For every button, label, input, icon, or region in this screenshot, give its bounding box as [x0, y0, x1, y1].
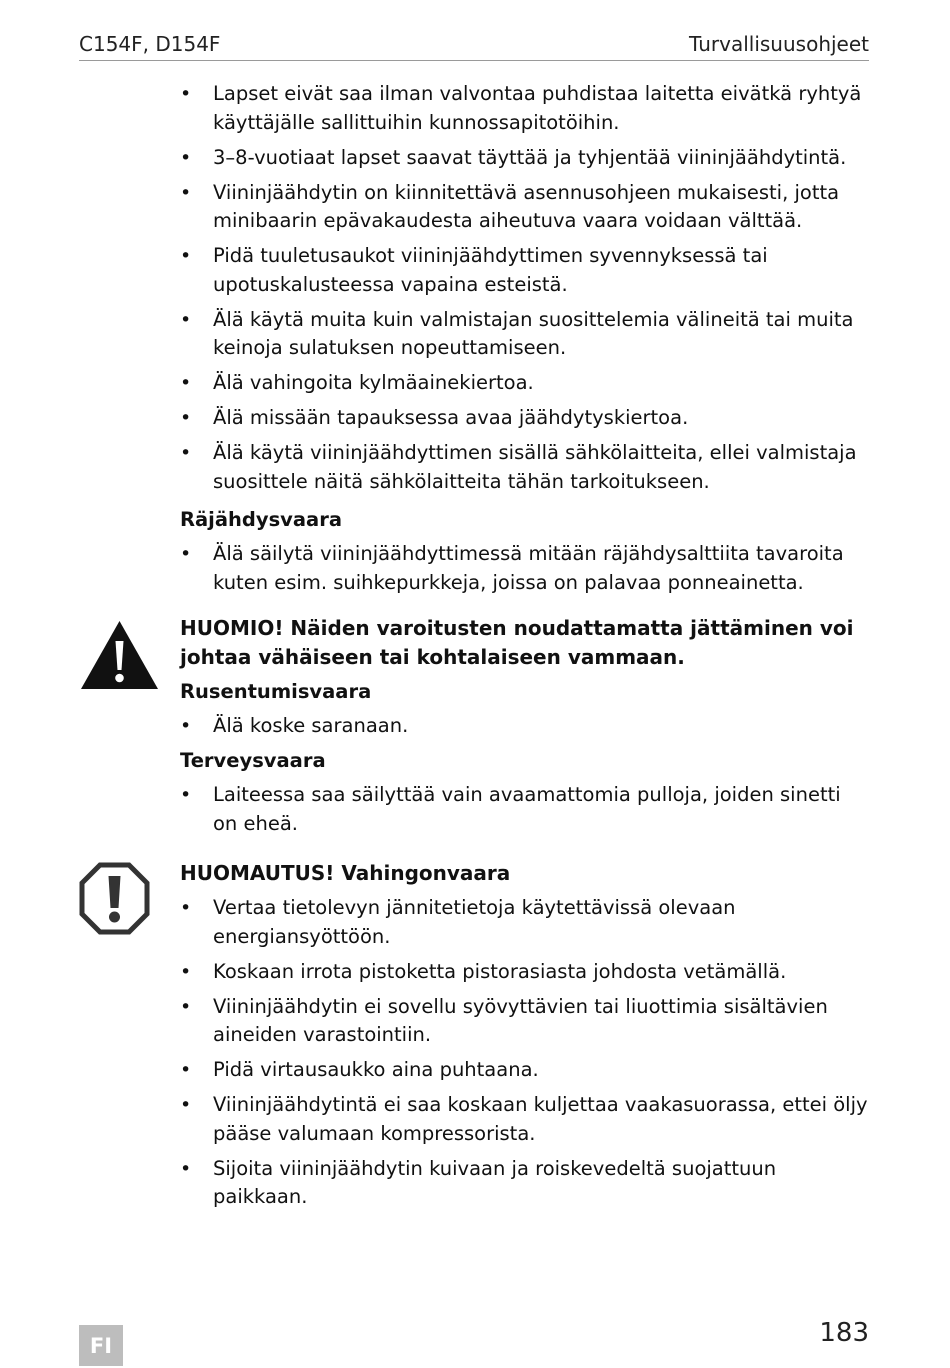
page-number: 183	[819, 1318, 869, 1348]
notice-title: HUOMAUTUS! Vahingonvaara	[180, 861, 511, 885]
bullet-list	[180, 540, 870, 597]
caution-section	[180, 614, 870, 845]
section-title: Turvallisuusohjeet	[689, 32, 869, 56]
crush-heading: Rusentumisvaara	[180, 680, 372, 703]
list-item: • Pidä tuuletusaukot viininjäähdyttimen syvennyksessä tai upotuskalusteessa vapaina esteistä.	[180, 242, 870, 299]
language-badge: FI	[79, 1325, 123, 1366]
list-item: • Viininjäähdytin ei sovellu syövyttävien tai liuottimia sisältävien aineiden varastointiin.	[180, 993, 870, 1050]
list-item: • Viininjäähdytin on kiinnitettävä asennusohjeen mukaisesti, jotta minibaarin epävakaudesta aiheutuva vaara voidaan välttää.	[180, 179, 870, 236]
list-item: • Lapset eivät saa ilman valvontaa puhdistaa laitetta eivätkä ryhtyä käyttäjälle sallittuihin kunnossapitotöihin.	[180, 80, 870, 137]
explosion-section	[180, 506, 870, 604]
list-item: • Älä koske saranaan.	[180, 712, 870, 741]
safety-list-top	[180, 80, 870, 503]
list-item: • Viininjäähdytintä ei saa koskaan kuljettaa vaakasuorassa, ettei öljy pääse valumaan kompressorista.	[180, 1091, 870, 1148]
bullet-list	[180, 894, 870, 1212]
list-item: • Älä säilytä viininjäähdyttimessä mitään räjähdysalttiita tavaroita kuten esim. suihkepurkkeja, joissa on palavaa ponneainetta.	[180, 540, 870, 597]
bullet-list	[180, 781, 870, 838]
list-item: • 3–8-vuotiaat lapset saavat täyttää ja tyhjentää viininjäähdytintä.	[180, 144, 870, 173]
notice-section	[180, 859, 870, 1218]
list-item: • Älä missään tapauksessa avaa jäähdytyskiertoa.	[180, 404, 870, 433]
model-label: C154F, D154F	[79, 32, 221, 56]
list-item: • Koskaan irrota pistoketta pistorasiasta johdosta vetämällä.	[180, 958, 870, 987]
list-item: • Älä vahingoita kylmäainekiertoa.	[180, 369, 870, 398]
list-item: • Laiteessa saa säilyttää vain avaamattomia pulloja, joiden sinetti on eheä.	[180, 781, 870, 838]
bullet-list	[180, 80, 870, 496]
list-item: • Vertaa tietolevyn jännitetietoja käytettävissä olevaan energiansyöttöön.	[180, 894, 870, 951]
notice-octagon-icon	[79, 862, 150, 935]
caution-title: HUOMIO! Näiden varoitusten noudattamatta jättäminen voi johtaa vähäiseen tai kohtalaiseen vammaan.	[180, 616, 854, 669]
health-heading: Terveysvaara	[180, 749, 326, 772]
list-item: • Älä käytä viininjäähdyttimen sisällä sähkölaitteita, ellei valmistaja suosittele näitä sähkölaitteita tähän tarkoitukseen.	[180, 439, 870, 496]
list-item: • Pidä virtausaukko aina puhtaana.	[180, 1056, 870, 1085]
page-header	[79, 30, 869, 61]
explosion-heading: Räjähdysvaara	[180, 508, 342, 531]
list-item: • Älä käytä muita kuin valmistajan suosittelemia välineitä tai muita keinoja sulatuksen nopeuttamiseen.	[180, 306, 870, 363]
list-item: • Sijoita viininjäähdytin kuivaan ja roiskevedeltä suojattuun paikkaan.	[180, 1155, 870, 1212]
bullet-list	[180, 712, 870, 741]
warning-triangle-icon	[79, 619, 160, 691]
